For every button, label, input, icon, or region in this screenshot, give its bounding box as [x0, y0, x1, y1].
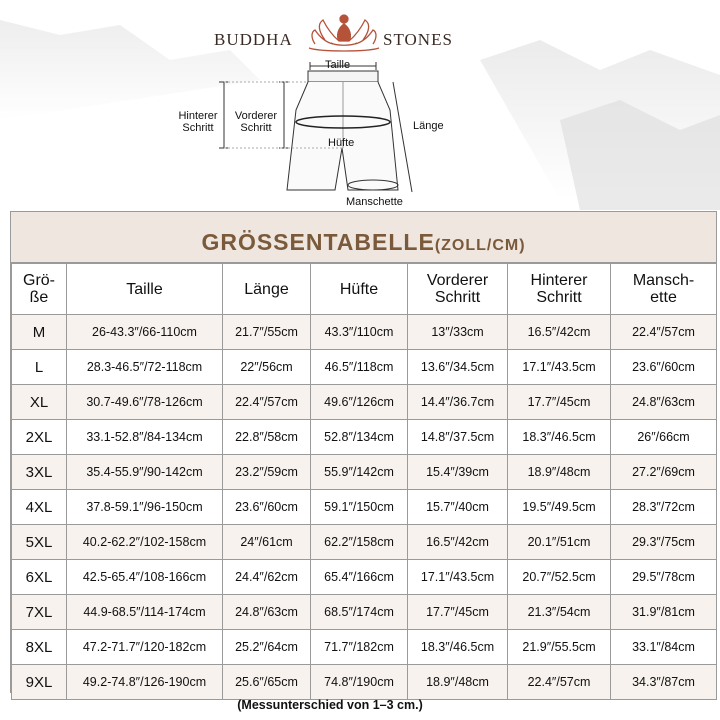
- cell-hip: 43.3″/110cm: [311, 315, 408, 350]
- cell-front-rise: 18.3″/46.5cm: [408, 630, 508, 665]
- title-main: GRÖSSENTABELLE: [201, 229, 435, 255]
- cell-length: 23.6″/60cm: [223, 490, 311, 525]
- table-row: [12, 560, 717, 595]
- cell-waist: 28.3-46.5″/72-118cm: [67, 350, 223, 385]
- cell-size: L: [12, 350, 67, 385]
- cell-cuff: 27.2″/69cm: [611, 455, 717, 490]
- table-row: [12, 630, 717, 665]
- label-waist: Taille: [325, 59, 351, 71]
- table-row: [12, 350, 717, 385]
- cell-length: 25.2″/64cm: [223, 630, 311, 665]
- cell-back-rise: 20.7″/52.5cm: [508, 560, 611, 595]
- cell-waist: 44.9-68.5″/114-174cm: [67, 595, 223, 630]
- cell-cuff: 24.8″/63cm: [611, 385, 717, 420]
- title-unit: (ZOLL/CM): [434, 237, 526, 254]
- cell-waist: 30.7-49.6″/78-126cm: [67, 385, 223, 420]
- cell-length: 22.8″/58cm: [223, 420, 311, 455]
- cell-length: 21.7″/55cm: [223, 315, 311, 350]
- header-front-rise: Vorderer Schritt: [408, 264, 508, 315]
- header-back-rise: Hinterer Schritt: [508, 264, 611, 315]
- cell-hip: 68.5″/174cm: [311, 595, 408, 630]
- cell-hip: 62.2″/158cm: [311, 525, 408, 560]
- size-grid: [11, 263, 717, 700]
- cell-waist: 33.1-52.8″/84-134cm: [67, 420, 223, 455]
- cell-front-rise: 17.7″/45cm: [408, 595, 508, 630]
- cell-waist: 47.2-71.7″/120-182cm: [67, 630, 223, 665]
- cell-back-rise: 22.4″/57cm: [508, 665, 611, 700]
- cell-hip: 46.5″/118cm: [311, 350, 408, 385]
- cell-waist: 35.4-55.9″/90-142cm: [67, 455, 223, 490]
- header-length: Länge: [223, 264, 311, 315]
- cell-cuff: 33.1″/84cm: [611, 630, 717, 665]
- cell-size: XL: [12, 385, 67, 420]
- cell-front-rise: 15.7″/40cm: [408, 490, 508, 525]
- table-row: [12, 420, 717, 455]
- cell-back-rise: 16.5″/42cm: [508, 315, 611, 350]
- cell-back-rise: 18.3″/46.5cm: [508, 420, 611, 455]
- cell-waist: 40.2-62.2″/102-158cm: [67, 525, 223, 560]
- cell-waist: 37.8-59.1″/96-150cm: [67, 490, 223, 525]
- cell-length: 25.6″/65cm: [223, 665, 311, 700]
- cell-back-rise: 21.3″/54cm: [508, 595, 611, 630]
- cell-cuff: 31.9″/81cm: [611, 595, 717, 630]
- header-waist: Taille: [67, 264, 223, 315]
- cell-size: 3XL: [12, 455, 67, 490]
- cell-size: 5XL: [12, 525, 67, 560]
- cell-back-rise: 19.5″/49.5cm: [508, 490, 611, 525]
- cell-hip: 49.6″/126cm: [311, 385, 408, 420]
- header-size: Grö-ße: [12, 264, 67, 315]
- cell-waist: 26-43.3″/66-110cm: [67, 315, 223, 350]
- header-cuff: Mansch-ette: [611, 264, 717, 315]
- size-chart-title: [11, 212, 716, 263]
- cell-cuff: 23.6″/60cm: [611, 350, 717, 385]
- brand-name-right: STONES: [383, 30, 453, 49]
- cell-length: 22.4″/57cm: [223, 385, 311, 420]
- table-row: [12, 490, 717, 525]
- cell-size: M: [12, 315, 67, 350]
- cell-cuff: 26″/66cm: [611, 420, 717, 455]
- size-rows: [12, 315, 717, 700]
- cell-length: 24.4″/62cm: [223, 560, 311, 595]
- cell-length: 22″/56cm: [223, 350, 311, 385]
- cell-hip: 74.8″/190cm: [311, 665, 408, 700]
- table-row: [12, 665, 717, 700]
- cell-front-rise: 16.5″/42cm: [408, 525, 508, 560]
- measurement-note: (Messunterschied von 1–3 cm.): [237, 698, 423, 712]
- cell-cuff: 28.3″/72cm: [611, 490, 717, 525]
- cell-front-rise: 13.6″/34.5cm: [408, 350, 508, 385]
- cell-cuff: 29.3″/75cm: [611, 525, 717, 560]
- label-front-rise: Vorderer Schritt: [234, 110, 278, 134]
- shorts-measurement-diagram: [0, 0, 720, 210]
- label-back-rise: Hinterer Schritt: [178, 110, 218, 134]
- cell-hip: 52.8″/134cm: [311, 420, 408, 455]
- label-length: Länge: [413, 120, 444, 132]
- label-hip: Hüfte: [328, 137, 355, 149]
- cell-size: 6XL: [12, 560, 67, 595]
- cell-front-rise: 17.1″/43.5cm: [408, 560, 508, 595]
- cell-hip: 55.9″/142cm: [311, 455, 408, 490]
- brand-name-left: BUDDHA: [214, 30, 293, 49]
- cell-back-rise: 21.9″/55.5cm: [508, 630, 611, 665]
- cell-hip: 65.4″/166cm: [311, 560, 408, 595]
- cell-front-rise: 14.8″/37.5cm: [408, 420, 508, 455]
- cell-size: 9XL: [12, 665, 67, 700]
- table-row: [12, 385, 717, 420]
- table-row: [12, 595, 717, 630]
- cell-cuff: 22.4″/57cm: [611, 315, 717, 350]
- header: [0, 0, 720, 210]
- table-row: [12, 315, 717, 350]
- cell-size: 2XL: [12, 420, 67, 455]
- cell-cuff: 34.3″/87cm: [611, 665, 717, 700]
- cell-length: 24″/61cm: [223, 525, 311, 560]
- header-hip: Hüfte: [311, 264, 408, 315]
- label-cuff: Manschette: [346, 196, 403, 208]
- cell-front-rise: 15.4″/39cm: [408, 455, 508, 490]
- cell-size: 4XL: [12, 490, 67, 525]
- cell-waist: 42.5-65.4″/108-166cm: [67, 560, 223, 595]
- table-row: [12, 525, 717, 560]
- cell-length: 23.2″/59cm: [223, 455, 311, 490]
- cell-back-rise: 17.7″/45cm: [508, 385, 611, 420]
- cell-cuff: 29.5″/78cm: [611, 560, 717, 595]
- cell-back-rise: 17.1″/43.5cm: [508, 350, 611, 385]
- header-row: [12, 264, 717, 315]
- cell-back-rise: 18.9″/48cm: [508, 455, 611, 490]
- cell-waist: 49.2-74.8″/126-190cm: [67, 665, 223, 700]
- cell-front-rise: 14.4″/36.7cm: [408, 385, 508, 420]
- cell-back-rise: 20.1″/51cm: [508, 525, 611, 560]
- size-chart-table: [10, 211, 717, 693]
- cell-size: 7XL: [12, 595, 67, 630]
- cell-front-rise: 13″/33cm: [408, 315, 508, 350]
- cell-size: 8XL: [12, 630, 67, 665]
- cell-hip: 71.7″/182cm: [311, 630, 408, 665]
- cell-front-rise: 18.9″/48cm: [408, 665, 508, 700]
- table-row: [12, 455, 717, 490]
- cell-length: 24.8″/63cm: [223, 595, 311, 630]
- cell-hip: 59.1″/150cm: [311, 490, 408, 525]
